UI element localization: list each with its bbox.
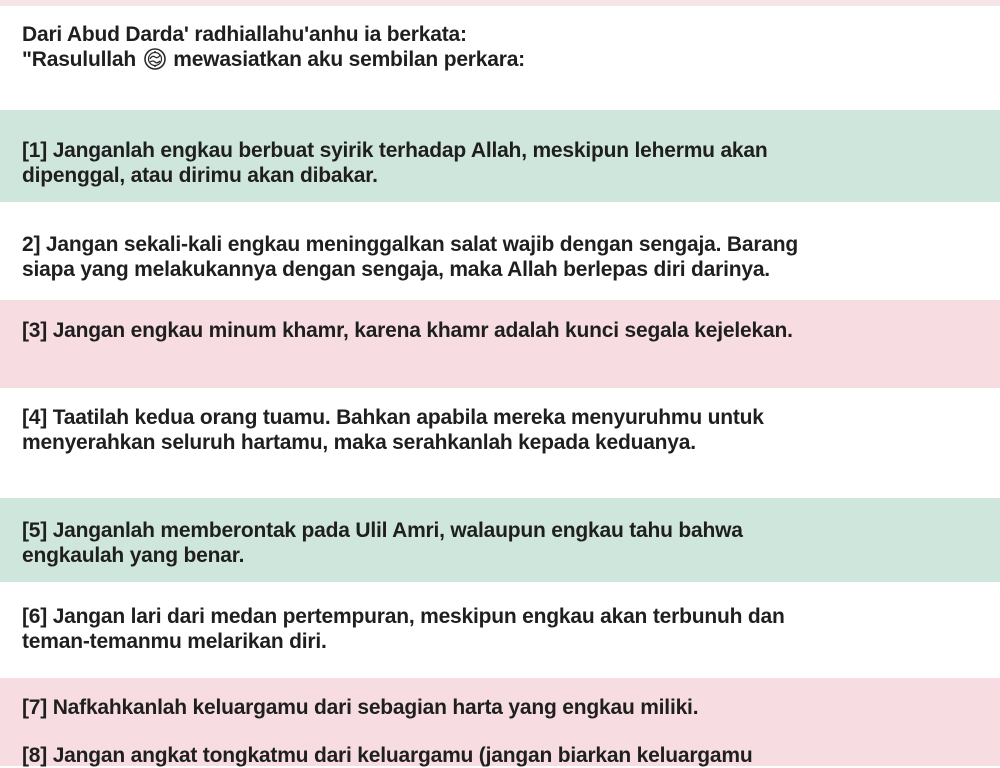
item-2-line-2: siapa yang melakukannya dengan sengaja, maka Allah berlepas diri darinya. xyxy=(22,258,770,281)
item-1 xyxy=(22,138,982,188)
item-3 xyxy=(22,318,982,343)
item-4 xyxy=(22,405,982,455)
intro-paragraph xyxy=(22,22,982,72)
item-7-line-1: [7] Nafkahkanlah keluargamu dari sebagian harta yang engkau miliki. xyxy=(22,696,699,719)
item-8 xyxy=(22,743,982,768)
item-1-line-1: [1] Janganlah engkau berbuat syirik terhadap Allah, meskipun lehermu akan xyxy=(22,139,768,162)
top-decorative-strip xyxy=(0,0,1000,6)
intro-line-2-start: "Rasulullah xyxy=(22,48,136,71)
item-3-line-1: [3] Jangan engkau minum khamr, karena khamr adalah kunci segala kejelekan. xyxy=(22,319,793,342)
item-4-line-2: menyerahkan seluruh hartamu, maka serahkanlah kepada keduanya. xyxy=(22,431,696,454)
item-2 xyxy=(22,232,982,282)
item-8-line-1: [8] Jangan angkat tongkatmu dari keluargamu (jangan biarkan keluargamu xyxy=(22,744,753,767)
intro-line-2-end: mewasiatkan aku sembilan perkara: xyxy=(173,48,525,71)
item-5 xyxy=(22,518,982,568)
item-6-line-2: teman-temanmu melarikan diri. xyxy=(22,630,327,653)
intro-line-2 xyxy=(22,47,982,72)
salawat-calligraphy-icon xyxy=(144,48,166,70)
item-6 xyxy=(22,604,982,654)
band-item-3 xyxy=(0,300,1000,388)
intro-line-1: Dari Abud Darda' radhiallahu'anhu ia berkata: xyxy=(22,23,467,46)
item-2-line-1: 2] Jangan sekali-kali engkau meninggalkan salat wajib dengan sengaja. Barang xyxy=(22,233,799,256)
item-5-line-1: [5] Janganlah memberontak pada Ulil Amri, walaupun engkau tahu bahwa xyxy=(22,519,743,542)
item-5-line-2: engkaulah yang benar. xyxy=(22,544,245,567)
item-7 xyxy=(22,695,982,720)
item-6-line-1: [6] Jangan lari dari medan pertempuran, meskipun engkau akan terbunuh dan xyxy=(22,605,785,628)
item-4-line-1: [4] Taatilah kedua orang tuamu. Bahkan apabila mereka menyuruhmu untuk xyxy=(22,406,764,429)
item-1-line-2: dipenggal, atau dirimu akan dibakar. xyxy=(22,164,378,187)
